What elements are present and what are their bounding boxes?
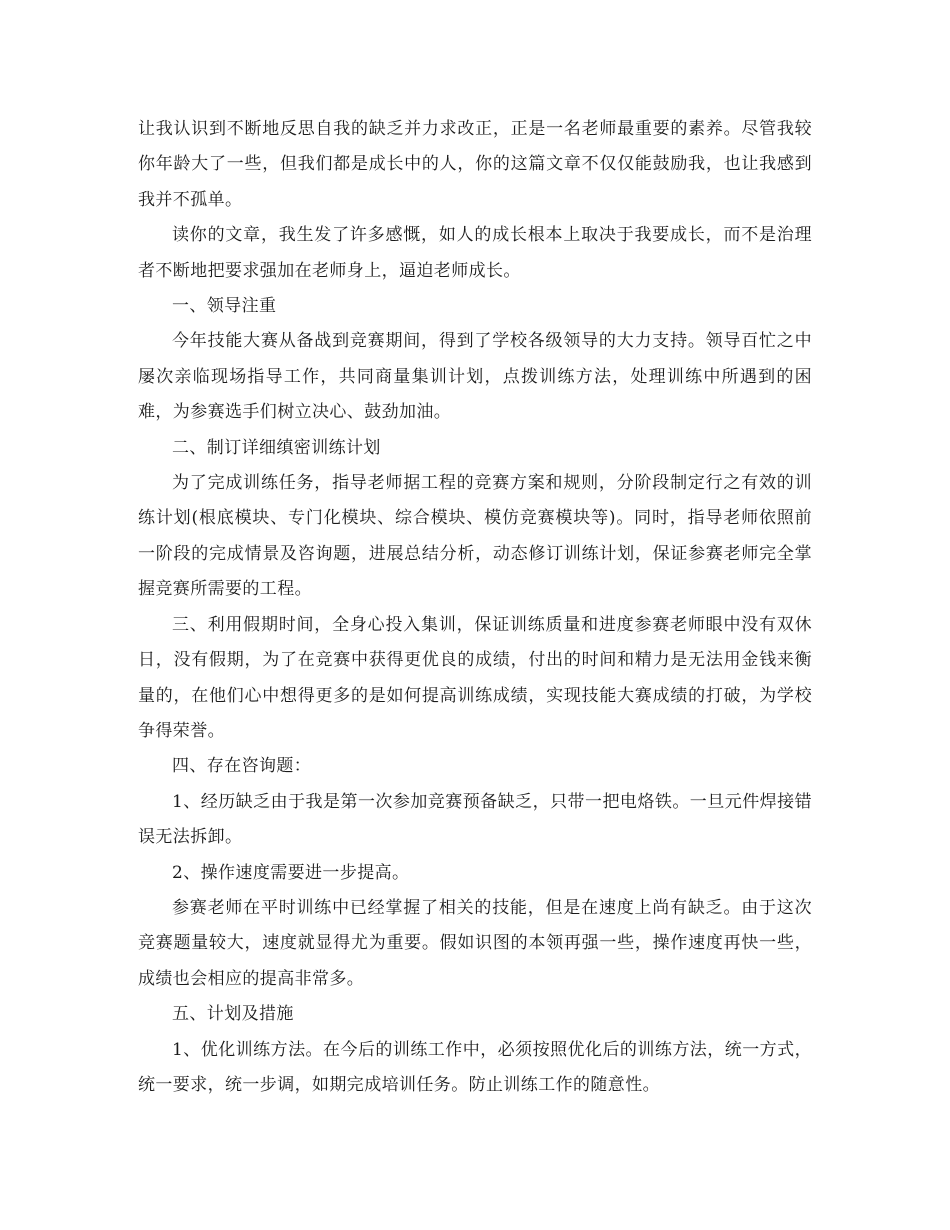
paragraph-continuation: 让我认识到不断地反思自我的缺乏并力求改正，正是一名老师最重要的素养。尽管我较你年龄大了一些，但我们都是成长中的人，你的这篇文章不仅仅能鼓励我，也让我感到我并不孤单。: [138, 119, 812, 210]
paragraph-reflection: 读你的文章，我生发了许多感慨，如人的成长根本上取决于我要成长，而不是治理者不断地把要求强加在老师身上，逼迫老师成长。: [138, 225, 812, 281]
paragraph-leadership: 今年技能大赛从备战到竞赛期间，得到了学校各级领导的大力支持。领导百忙之中屡次亲临现场指导工作，共同商量集训计划，点拨训练方法，处理训练中所遇到的困难，为参赛选手们树立决心、鼓劲加油。: [138, 331, 812, 423]
document-body: [138, 112, 812, 1103]
list-item-problem-2: 2、操作速度需要进一步提高。: [172, 862, 410, 883]
list-item-problem-1: 1、经历缺乏由于我是第一次参加竞赛预备缺乏，只带一把电烙铁。一旦元件焊接错误无法拆卸。: [138, 791, 812, 848]
heading-section-4: 四、存在咨询题：: [172, 756, 312, 777]
heading-section-2: 二、制订详细缜密训练计划: [172, 437, 381, 458]
paragraph-speed: 参赛老师在平时训练中已经掌握了相关的技能，但是在速度上尚有缺乏。由于这次竞赛题量较大，速度就显得尤为重要。假如识图的本领再强一些，操作速度再快一些，成绩也会相应的提高非常多。: [138, 897, 812, 989]
paragraph-training-plan: 为了完成训练任务，指导老师据工程的竞赛方案和规则，分阶段制定行之有效的训练计划(根底模块、专门化模块、综合模块、模仿竞赛模块等)。同时，指导老师依照前一阶段的完成情景及咨询题，进展总结分析，动态修订训练计划，保证参赛老师完全掌握竞赛所需要的工程。: [138, 473, 812, 600]
list-item-measure-1: 1、优化训练方法。在今后的训练工作中，必须按照优化后的训练方法，统一方式，统一要求，统一步调，如期完成培训任务。防止训练工作的随意性。: [138, 1039, 812, 1095]
heading-section-1: 一、领导注重: [172, 296, 277, 317]
heading-section-5: 五、计划及措施: [172, 1004, 294, 1025]
paragraph-section-3: 三、利用假期时间，全身心投入集训，保证训练质量和进度参赛老师眼中没有双休日，没有假期，为了在竞赛中获得更优良的成绩，付出的时间和精力是无法用金钱来衡量的，在他们心中想得更多的是如何提高训练成绩，实现技能大赛成绩的打破，为学校争得荣誉。: [138, 614, 812, 741]
